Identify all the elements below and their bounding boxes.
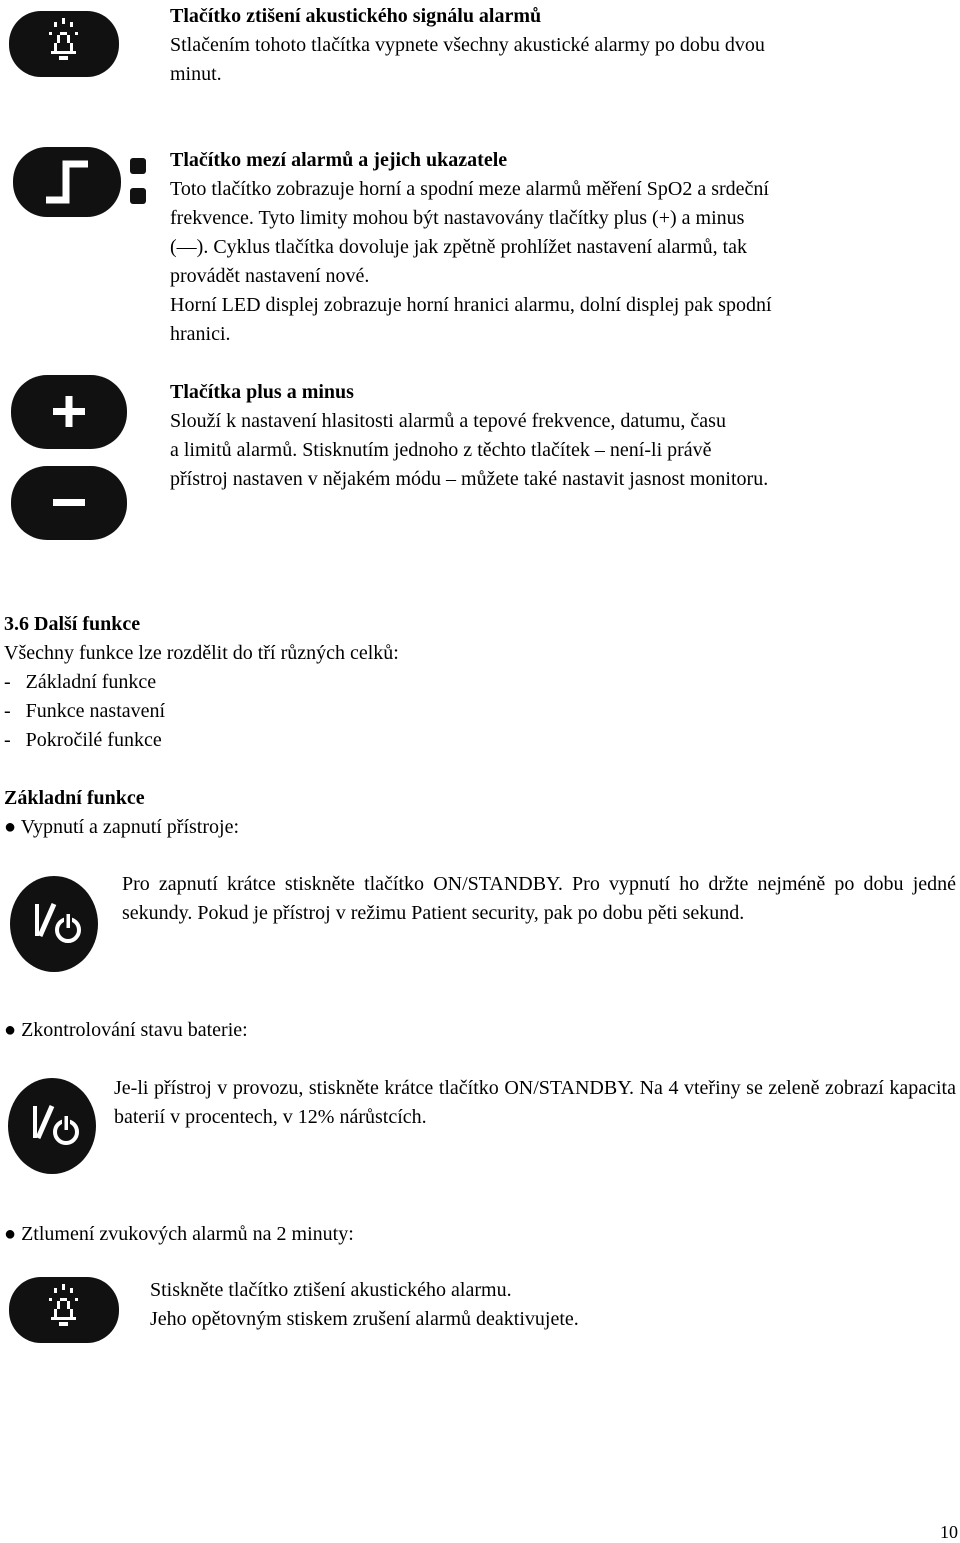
alarm-silence-icon [8,1276,120,1344]
subheading: Základní funkce [4,787,145,809]
alarm-silence-title: Tlačítko ztišení akustického signálu alarmů [170,5,542,27]
mute-text-1: Stiskněte tlačítko ztišení akustického alarmu. [150,1279,512,1301]
alarm-limits-text-3: (—). Cyklus tlačítka dovoluje jak zpětně prohlížet nastavení alarmů, tak [170,236,748,258]
mute-text-2: Jeho opětovným stiskem zrušení alarmů deaktivujete. [150,1308,579,1330]
alarm-limits-text-2: frekvence. Tyto limity mohou být nastavovány tlačítky plus (+) a minus [170,207,745,229]
page-number: 10 [940,1522,958,1542]
power-standby-icon [6,1076,98,1176]
list-item: - Základní funkce [4,671,157,693]
plus-minus-title: Tlačítka plus a minus [170,381,354,403]
power-text: Pro zapnutí krátce stiskněte tlačítko ON/STANDBY. Pro vypnutí ho držte nejméně po dobu jedné sekundy. Pokud je přístroj v režimu Patient security, pak po dobu pěti sekund. [122,873,956,924]
alarm-limits-title: Tlačítko mezí alarmů a jejich ukazatele [170,149,508,171]
alarm-limits-icon [12,146,152,218]
alarm-limits-text-6: hranici. [170,323,231,345]
bullet-battery: ● Zkontrolování stavu baterie: [4,1019,248,1041]
alarm-silence-text-1: Stlačením tohoto tlačítka vypnete všechny akustické alarmy po dobu dvou [170,34,765,56]
alarm-limits-text-5: Horní LED displej zobrazuje horní hranici alarmu, dolní displej pak spodní [170,294,772,316]
list-item: - Funkce nastavení [4,700,166,722]
section-intro: Všechny funkce lze rozdělit do tří různých celků: [4,642,399,664]
plus-minus-text-3: přístroj nastaven v nějakém módu – můžete také nastavit jasnost monitoru. [170,468,769,490]
plus-minus-text-1: Slouží k nastavení hlasitosti alarmů a tepové frekvence, datumu, času [170,410,726,432]
alarm-silence-icon [8,10,120,78]
alarm-limits-text-4: provádět nastavení nové. [170,265,370,287]
bullet-mute: ● Ztlumení zvukových alarmů na 2 minuty: [4,1223,354,1245]
plus-minus-icon [10,374,130,544]
bullet-power: ● Vypnutí a zapnutí přístroje: [4,816,240,838]
plus-minus-text-2: a limitů alarmů. Stisknutím jednoho z těchto tlačítek – není-li právě [170,439,712,461]
battery-text: Je-li přístroj v provozu, stiskněte krátce tlačítko ON/STANDBY. Na 4 vteřiny se zeleně zobrazí kapacita baterií v procentech, v 12% nárůstcích. [114,1077,956,1128]
section-heading: 3.6 Další funkce [4,613,141,635]
alarm-limits-text-1: Toto tlačítko zobrazuje horní a spodní meze alarmů měření SpO2 a srdeční [170,178,769,200]
list-item: - Pokročilé funkce [4,729,162,751]
alarm-silence-text-2: minut. [170,63,222,85]
power-standby-icon [8,874,100,974]
